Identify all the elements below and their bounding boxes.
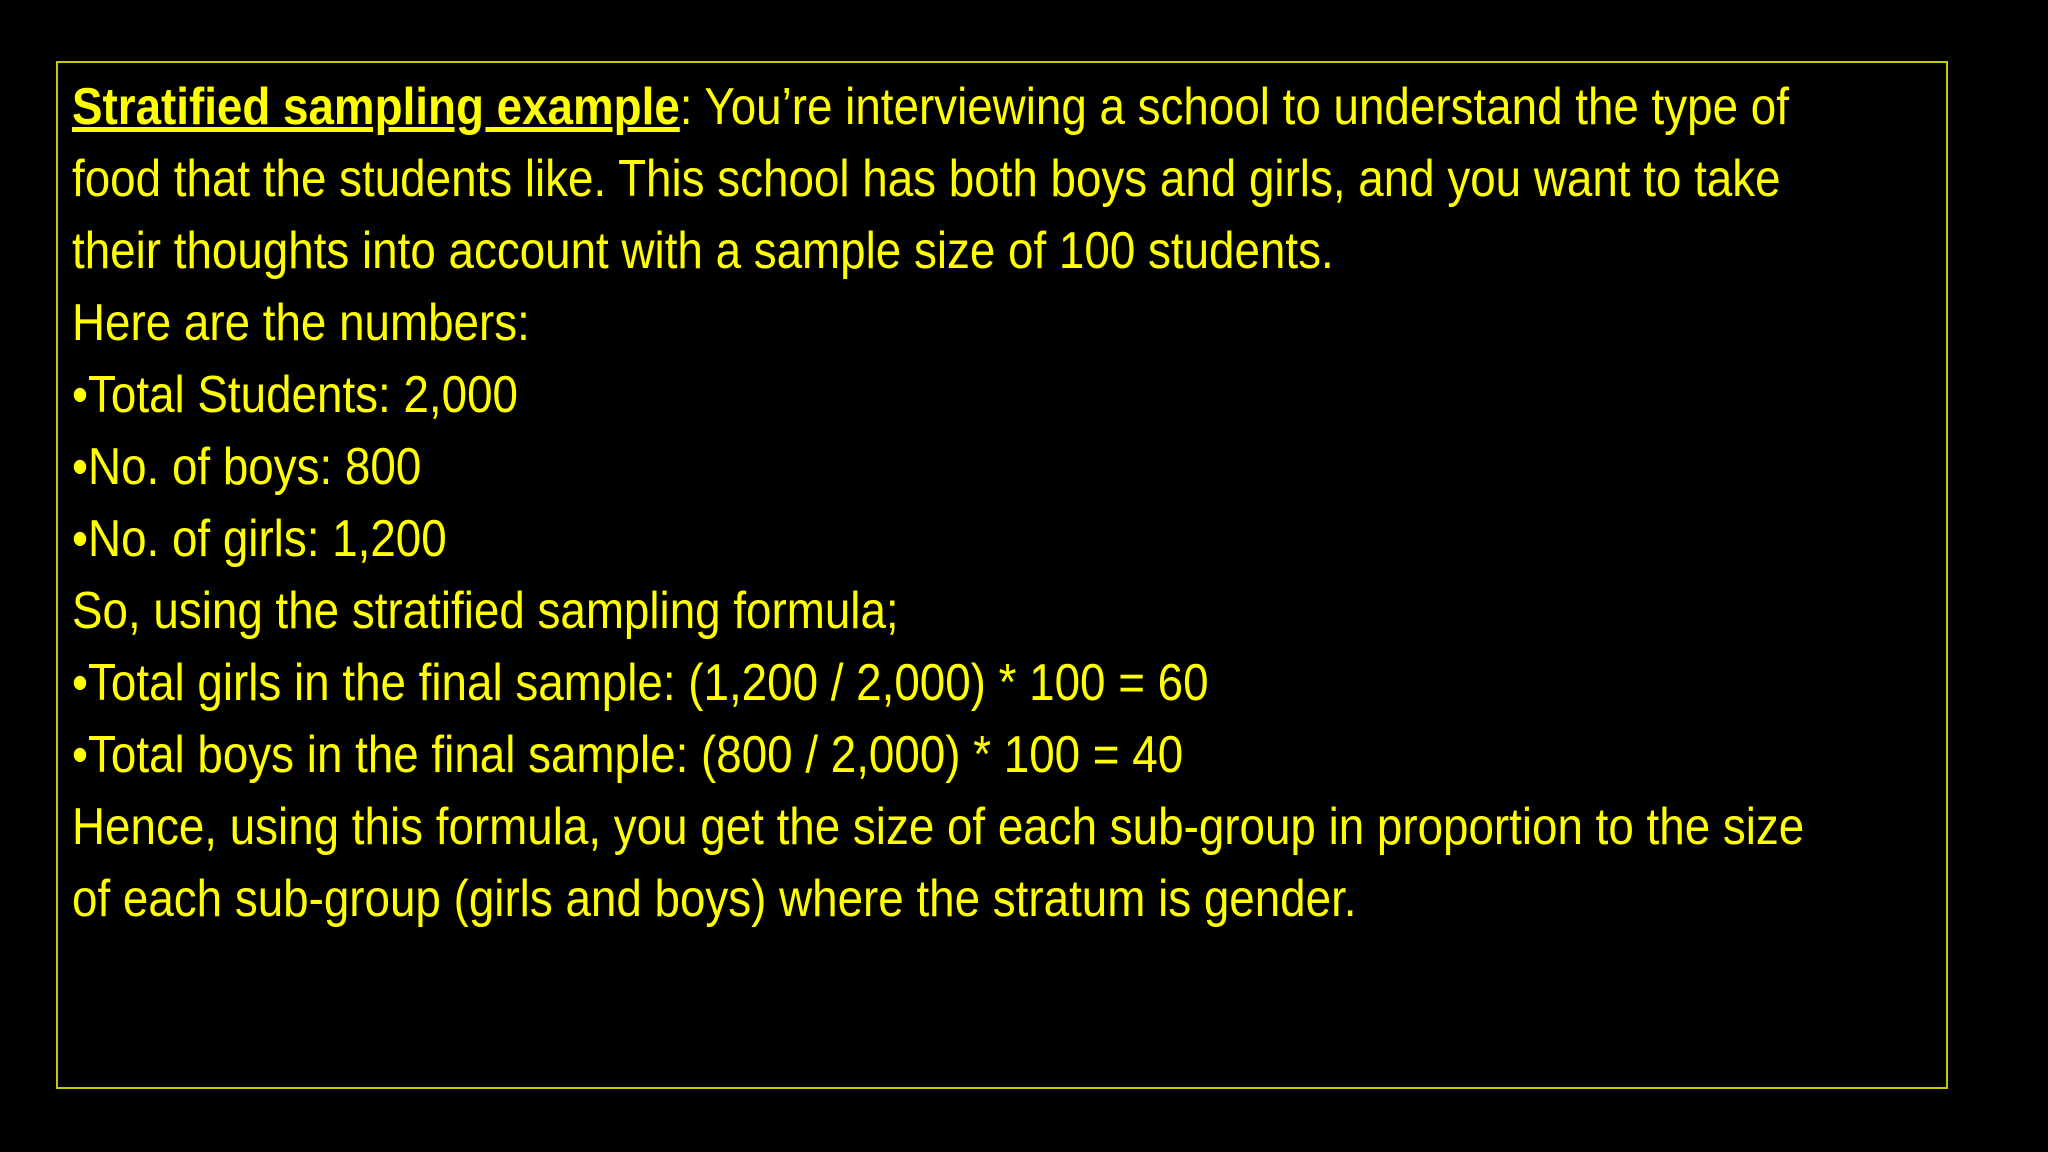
- intro-text-1: : You’re interviewing a school to understand the type of: [679, 78, 1789, 136]
- bullet-girls-result: [72, 647, 1709, 719]
- bullet-icon: •: [72, 366, 89, 424]
- bullet-total-students: [72, 359, 1709, 431]
- text-box: [56, 61, 1948, 1089]
- conclusion-line-2: of each sub-group (girls and boys) where the stratum is gender.: [72, 870, 1357, 928]
- intro-line-1: [72, 71, 1789, 143]
- bullet-text: Total Students: 2,000: [88, 366, 518, 424]
- bullet-text: No. of boys: 800: [88, 438, 422, 496]
- example-heading: Stratified sampling example: [72, 78, 680, 136]
- bullet-text: Total boys in the final sample: (800 / 2,000) * 100 = 40: [88, 726, 1184, 784]
- conclusion-line-1: Hence, using this formula, you get the size of each sub-group in proportion to the size: [72, 798, 1805, 856]
- numbers-lead: Here are the numbers:: [72, 294, 530, 352]
- bullet-text: Total girls in the final sample: (1,200 / 2,000) * 100 = 60: [88, 654, 1209, 712]
- bullet-girls: [72, 503, 1709, 575]
- bullet-icon: •: [72, 510, 89, 568]
- intro-line-3: their thoughts into account with a sample size of 100 students.: [72, 222, 1334, 280]
- bullet-icon: •: [72, 726, 89, 784]
- formula-lead: So, using the stratified sampling formula;: [72, 582, 899, 640]
- bullet-text: No. of girls: 1,200: [88, 510, 447, 568]
- bullet-icon: •: [72, 438, 89, 496]
- bullet-icon: •: [72, 654, 89, 712]
- intro-line-2: food that the students like. This school has both boys and girls, and you want to take: [72, 150, 1781, 208]
- bullet-boys-result: [72, 719, 1709, 791]
- bullet-boys: [72, 431, 1709, 503]
